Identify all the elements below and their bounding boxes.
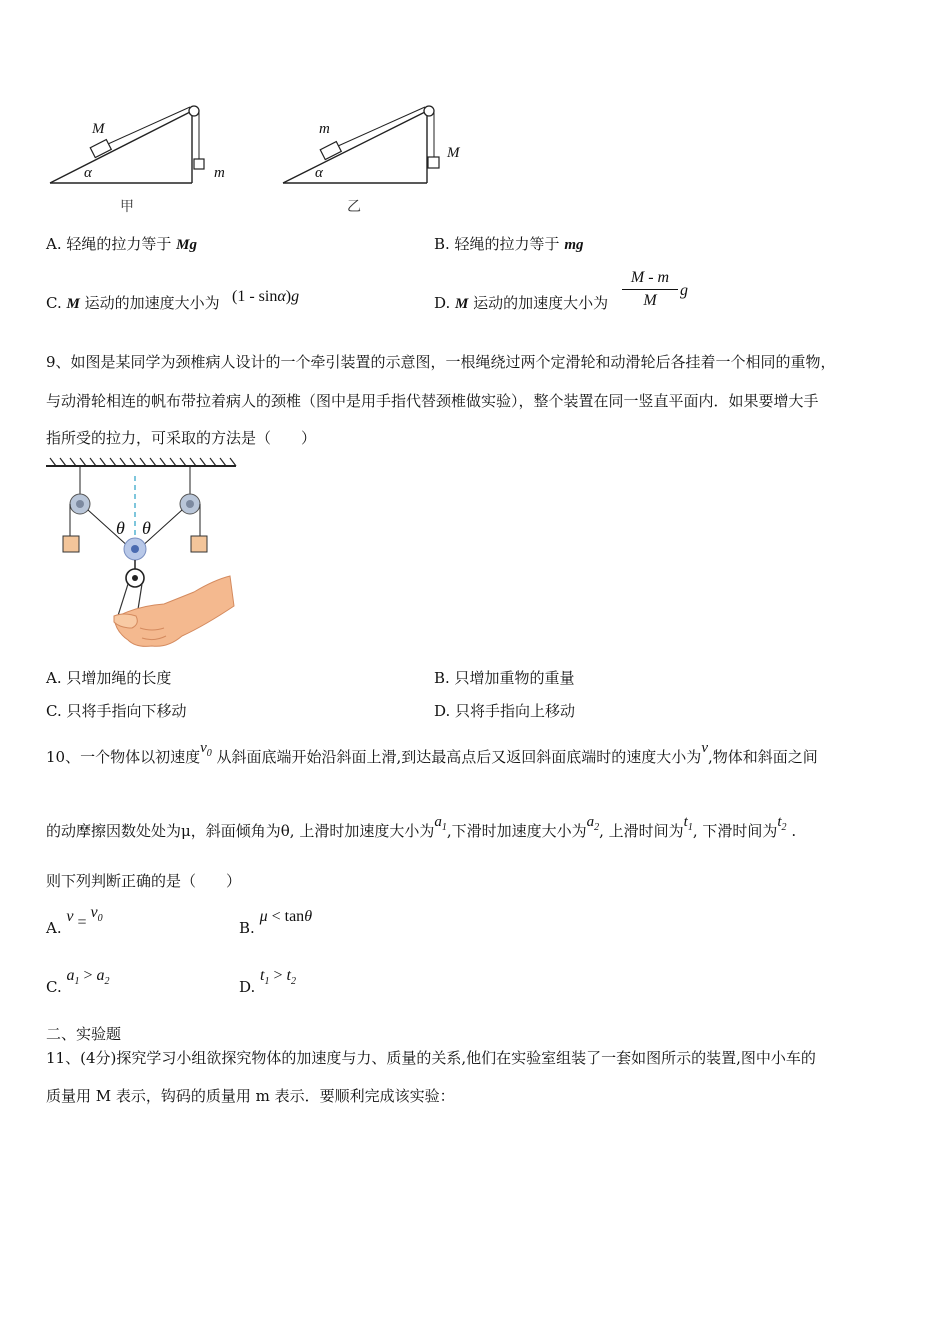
q8-option-d-fraction bbox=[622, 268, 678, 311]
q10-a2-subscript: 2 bbox=[594, 822, 600, 833]
q10-option-c-a2: a bbox=[96, 967, 105, 984]
q11-line-2: 质量用 M 表示，钩码的质量用 m 表示．要顺利完成该实验： bbox=[46, 1087, 455, 1105]
q10-option-a-formula bbox=[66, 904, 102, 931]
q11-line-1: 11、(4分)探究学习小组欲探究物体的加速度与力、质量的关系,他们在实验室组装了一套如图所示的装置,图中小车的 bbox=[46, 1049, 816, 1067]
figure-jia bbox=[40, 95, 250, 220]
q9-option-b: B. 只增加重物的重量 bbox=[434, 669, 575, 687]
q9-option-d: D. 只将手指向上移动 bbox=[434, 702, 576, 720]
q8-option-c-alpha: α bbox=[277, 288, 286, 305]
q10-option-a-v: v bbox=[66, 908, 74, 925]
q9-line-1: 9、如图是某同学为颈椎病人设计的一个牵引装置的示意图，一根绳绕过两个定滑轮和动滑轮后各挂着一个相同的重物， bbox=[46, 353, 836, 371]
fig-jia-angle-label: α bbox=[84, 165, 92, 181]
q8-option-d-numerator: M - m bbox=[630, 269, 670, 286]
q10-v: v bbox=[701, 740, 708, 756]
q10-line-1-c: ,物体和斜面之间 bbox=[707, 748, 818, 766]
q9-line-2: 与动滑轮相连的帆布带拉着病人的颈椎（图中是用手指代替颈椎做实验），整个装置在同一竖直平面内．如果要增大手 bbox=[46, 392, 819, 410]
q10-option-b-theta: θ bbox=[304, 908, 313, 925]
q8-option-c-label: C. bbox=[46, 294, 67, 312]
fig-jia-caption: 甲 bbox=[120, 199, 134, 215]
q10-a1-symbol: a bbox=[434, 814, 442, 830]
q8-option-a bbox=[46, 234, 197, 255]
q8-option-c-formula-open: (1 - sin bbox=[232, 288, 278, 305]
q10-line-1-a: 10、一个物体以初速度 bbox=[46, 748, 201, 766]
section-title: 二、实验题 bbox=[46, 1025, 122, 1043]
figure-traction-device bbox=[44, 456, 244, 656]
q8-option-a-text: A. 轻绳的拉力等于 bbox=[46, 235, 177, 253]
q10-option-c-label: C. bbox=[46, 978, 62, 996]
q10-option-d-gt: > bbox=[269, 967, 287, 984]
q10-t2-symbol: t bbox=[777, 814, 782, 830]
q10-t1-symbol: t bbox=[683, 814, 688, 830]
fig-yi-angle-label: α bbox=[315, 165, 323, 181]
q10-option-d-t1: t bbox=[260, 967, 265, 984]
q10-line-2-c: , 上滑时间为 bbox=[599, 822, 684, 840]
q9-theta-right: θ bbox=[142, 518, 151, 538]
q10-option-d-t1-sub: 1 bbox=[264, 976, 270, 988]
q10-option-d-t2: t bbox=[286, 967, 291, 984]
q10-option-a-v0-sub: 0 bbox=[97, 913, 103, 925]
q8-option-d-text: 运动的加速度大小为 bbox=[468, 294, 609, 312]
q10-option-b-label: B. bbox=[239, 919, 255, 937]
fig-yi-block-label: m bbox=[319, 121, 330, 137]
fig-yi-hang-label: M bbox=[447, 145, 460, 161]
q10-option-a-label: A. bbox=[46, 919, 62, 937]
q8-option-a-value: Mg bbox=[176, 237, 197, 253]
q10-option-c-a1: a bbox=[66, 967, 75, 984]
fig-yi-caption: 乙 bbox=[347, 199, 361, 215]
q10-option-c-a2-sub: 2 bbox=[104, 976, 110, 988]
q10-option-c-gt: > bbox=[79, 967, 97, 984]
q10-a1-subscript: 1 bbox=[441, 822, 447, 833]
q10-line-1-b: 从斜面底端开始沿斜面上滑,到达最高点后又返回斜面底端时的速度大小为 bbox=[211, 748, 702, 766]
q10-a2-symbol: a bbox=[586, 814, 595, 830]
q10-option-c bbox=[46, 965, 110, 995]
q8-option-d bbox=[434, 293, 608, 314]
q10-line-1 bbox=[46, 740, 818, 774]
q10-t2-subscript: 2 bbox=[781, 822, 787, 833]
q10-option-b-rest: < tan bbox=[267, 908, 305, 925]
q8-option-d-g: g bbox=[680, 282, 688, 299]
q10-option-d-t2-sub: 2 bbox=[290, 976, 296, 988]
q10-option-d-label: D. bbox=[239, 978, 256, 996]
q10-line-2-a: 的动摩擦因数处处为μ，斜面倾角为θ, 上滑时加速度大小为 bbox=[46, 822, 435, 840]
q10-a1 bbox=[434, 814, 447, 833]
q10-option-b bbox=[239, 906, 312, 936]
q10-t1 bbox=[683, 814, 693, 833]
q10-v0 bbox=[200, 740, 212, 759]
fig-jia-block-label: M bbox=[92, 121, 105, 137]
q8-option-d-denominator: M bbox=[643, 292, 657, 309]
q10-t1-subscript: 1 bbox=[687, 822, 693, 833]
q10-option-c-a1-sub: 1 bbox=[74, 976, 80, 988]
q10-line-3: 则下列判断正确的是（ ） bbox=[46, 872, 242, 890]
q8-option-d-label: D. bbox=[434, 294, 456, 312]
q10-line-2-e: . bbox=[786, 822, 797, 840]
q9-theta-left: θ bbox=[116, 518, 125, 538]
q8-option-c bbox=[46, 293, 220, 314]
q8-option-c-g: g bbox=[291, 288, 300, 305]
q9-option-a: A. 只增加绳的长度 bbox=[46, 669, 172, 687]
q8-option-c-formula-close: ) bbox=[285, 288, 292, 305]
q8-option-b bbox=[434, 234, 584, 255]
figure-yi bbox=[275, 95, 485, 220]
q10-t2 bbox=[777, 814, 787, 833]
q10-option-a-v0: v bbox=[90, 904, 98, 921]
q10-v0-symbol: v bbox=[200, 740, 207, 756]
q10-line-2-b: ,下滑时加速度大小为 bbox=[446, 822, 587, 840]
q10-option-a bbox=[46, 906, 103, 936]
q10-line-2 bbox=[46, 814, 797, 848]
q8-option-c-formula bbox=[232, 288, 299, 306]
q8-option-b-text: B. 轻绳的拉力等于 bbox=[434, 235, 565, 253]
q10-v0-subscript: 0 bbox=[206, 748, 212, 759]
q10-option-b-mu: μ bbox=[259, 908, 268, 925]
q9-line-3: 指所受的拉力，可采取的方法是（ ） bbox=[46, 429, 317, 447]
q10-option-d bbox=[239, 965, 296, 995]
q9-option-c: C. 只将手指向下移动 bbox=[46, 702, 187, 720]
q8-option-c-mass: M bbox=[66, 296, 80, 312]
q10-option-a-eq: = bbox=[73, 914, 91, 931]
q8-option-b-value: mg bbox=[564, 237, 584, 253]
q10-line-2-d: , 下滑时间为 bbox=[692, 822, 778, 840]
fig-jia-hang-label: m bbox=[214, 165, 225, 181]
q10-a2 bbox=[586, 814, 600, 833]
q8-option-d-mass: M bbox=[455, 296, 469, 312]
q8-option-c-text: 运动的加速度大小为 bbox=[79, 294, 220, 312]
